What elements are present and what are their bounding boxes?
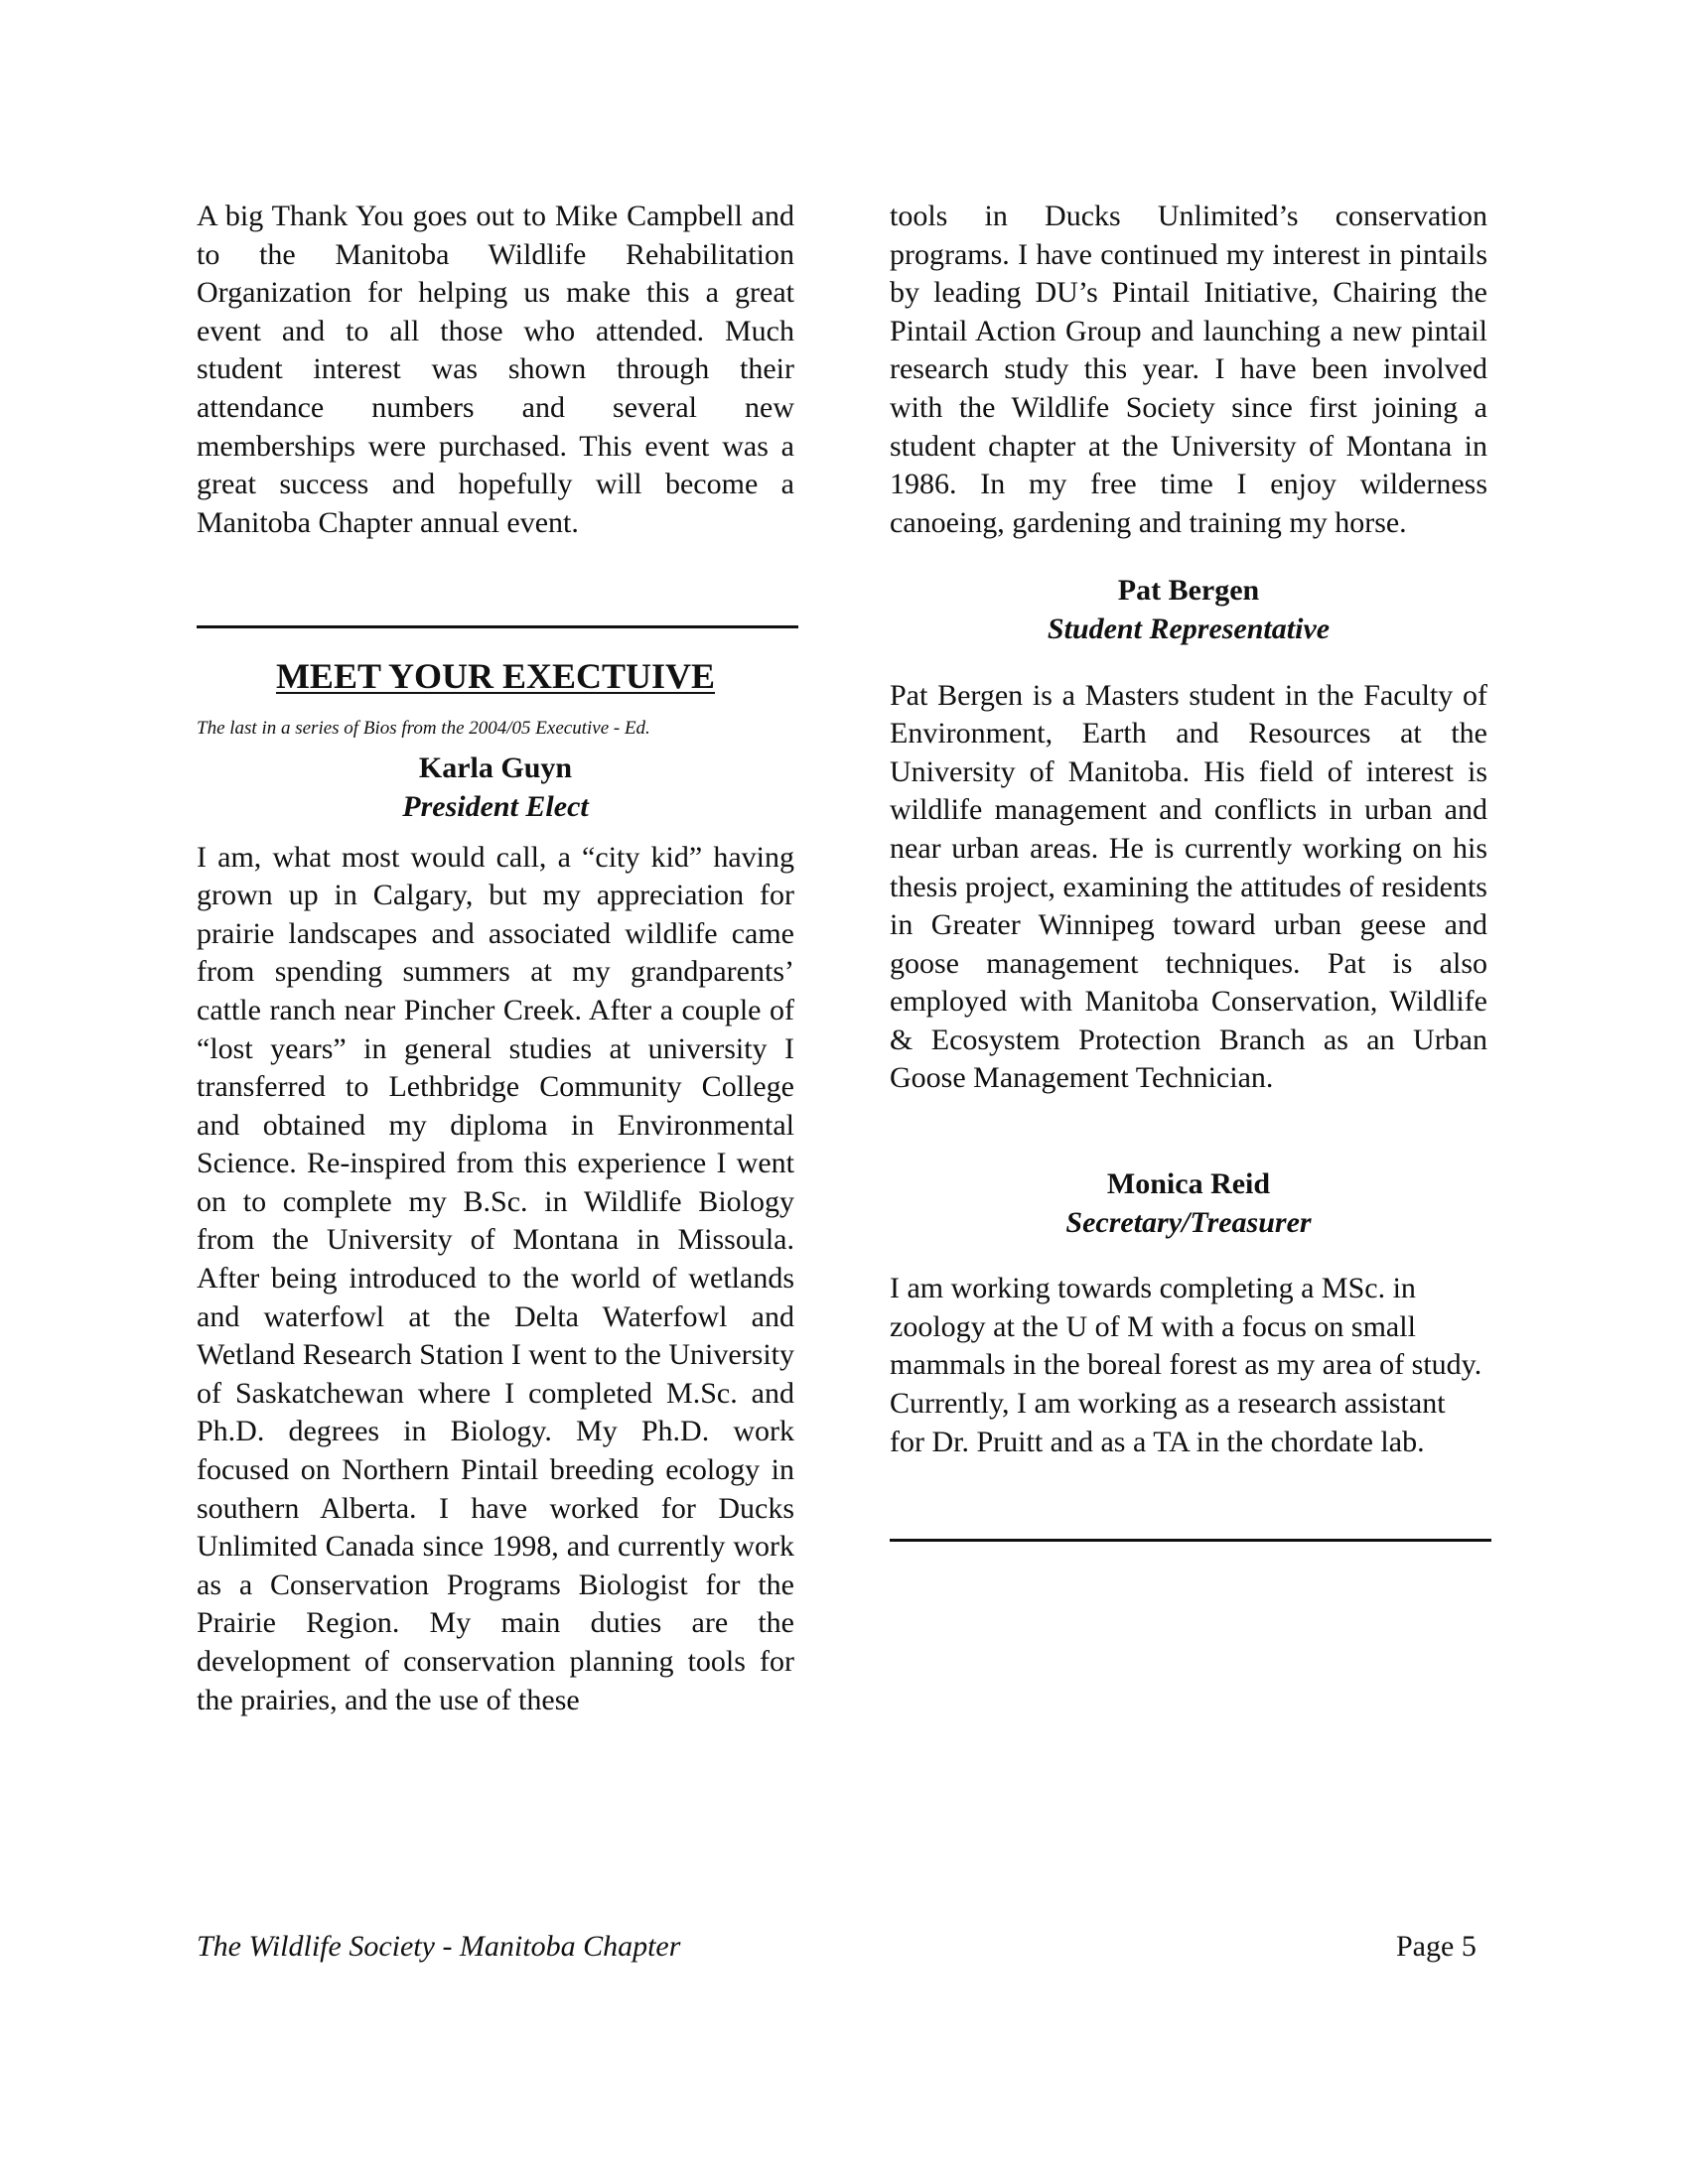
spacer [197, 827, 794, 839]
spacer [197, 542, 794, 625]
bio-name-pat-bergen: Pat Bergen [1117, 574, 1260, 608]
spacer [197, 698, 794, 716]
editor-note: The last in a series of Bios from the 2004/05 Executive - Ed. [197, 718, 650, 740]
bio-role-secretary-treasurer: Secretary/Treasurer [1065, 1205, 1312, 1239]
section-title: MEET YOUR EXECTUIVE [275, 656, 716, 697]
spacer [197, 628, 794, 654]
bio-role-student-representative: Student Representative [1047, 612, 1331, 645]
left-column [197, 198, 794, 1719]
bio-text-karla-guyn-continued: tools in Ducks Unlimited’s conservation programs. I have continued my interest in pintails by leading DU’s Pintail Initiative, Chairing the Pintail Action Group and launching a new pintail research study this year. I have been involved with the Wildlife Society since first joining a student chapter at the University of Montana in 1986. In my free time I enjoy wilderness canoeing, gardening and training my horse. [890, 200, 1487, 539]
bio-role-president-elect: President Elect [402, 789, 589, 823]
bio-text-monica-reid: I am working towards completing a MSc. in zoology at the U of M with a focus on small mammals in the boreal forest as my area of study. Currently, I am working as a research assistant for Dr. Pruitt and as a TA in the chordate lab. [890, 1272, 1482, 1458]
spacer [890, 1242, 1487, 1270]
bio-text-pat-bergen: Pat Bergen is a Masters student in the Faculty of Environment, Earth and Resources at the University of Manitoba. His field of interest is wildlife management and conflicts in urban and near urban areas. He is currently working on his thesis project, examining the attitudes of residents in Greater Winnipeg toward urban geese and goose management techniques. Pat is also employed with Manitoba Conservation, Wildlife & Ecosystem Protection Branch as an Urban Goose Management Technician. [890, 678, 1487, 1095]
spacer [890, 1098, 1487, 1165]
bio-text-karla-guyn: I am, what most would call, a “city kid” having grown up in Calgary, but my appreciation for prairie landscapes and associated wildlife came from spending summers at my grandparents’ cattle ranch near Pincher Creek. After a couple of “lost years” in general studies at university I transferred to Lethbridge Community College and obtained my diploma in Environmental Science. Re-inspired from this experience I went on to complete my B.Sc. in Wildlife Biology from the University of Montana in Missoula. After being introduced to the world of wetlands and waterfowl at the Delta Waterfowl and Wetland Research Station I went to the University of Saskatchewan where I completed M.Sc. and Ph.D. degrees in Biology. My Ph.D. work focused on Northern Pintail breeding ecology in southern Alberta. I have worked for Ducks Unlimited Canada since 1998, and currently work as a Conservation Programs Biologist for the Prairie Region. My main duties are the development of conservation planning tools for the prairies, and the use of these [197, 840, 794, 1716]
spacer [890, 542, 1487, 572]
spacer [197, 742, 794, 750]
footer-publication: The Wildlife Society - Manitoba Chapter [197, 1930, 681, 1963]
bio-name-monica-reid: Monica Reid [1106, 1167, 1271, 1201]
right-column [890, 198, 1487, 1542]
intro-paragraph: A big Thank You goes out to Mike Campbell and to the Manitoba Wildlife Rehabilitation Organization for helping us make this a great event and to all those who attended. Much student interest was shown through their attendance numbers and several new memberships were purchased. This event was a great success and hopefully will become a Manitoba Chapter annual event. [197, 200, 794, 539]
spacer [890, 1461, 1487, 1539]
footer-page-number: Page 5 [1396, 1930, 1477, 1963]
end-divider [890, 1539, 1491, 1542]
spacer [890, 649, 1487, 677]
bio-name-karla-guyn: Karla Guyn [418, 751, 573, 785]
